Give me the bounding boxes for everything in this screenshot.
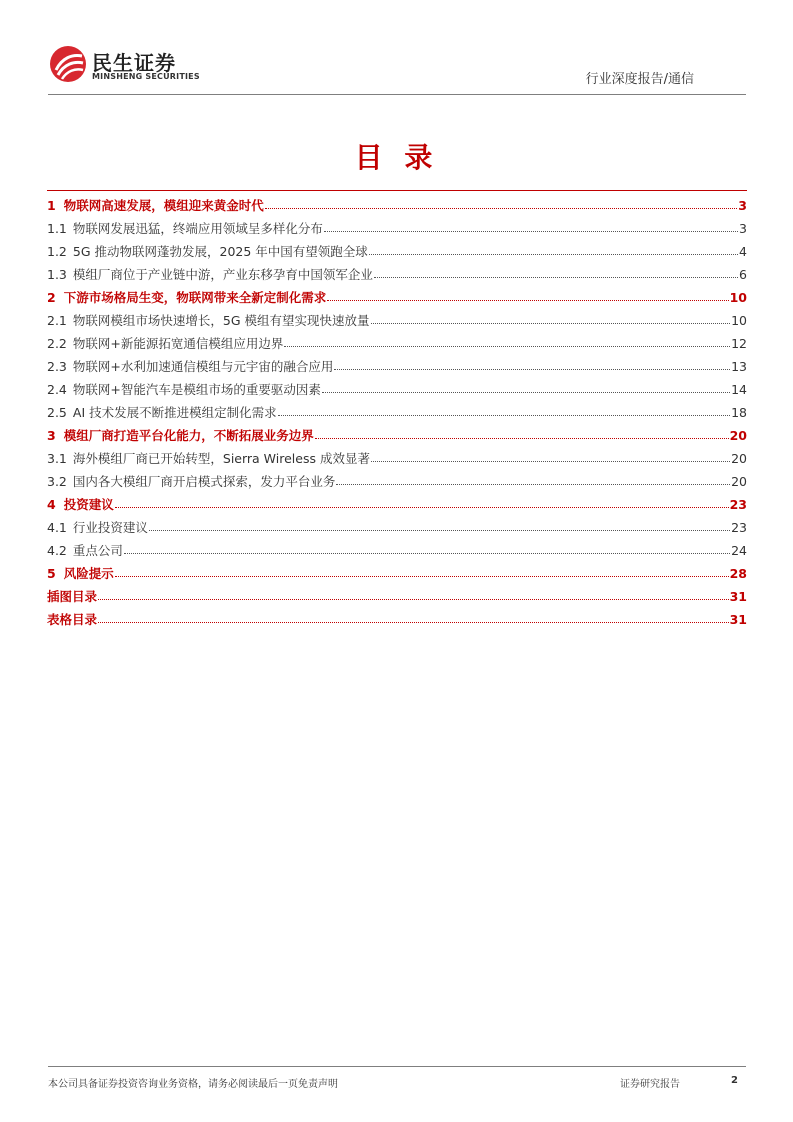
toc-dot-leader bbox=[327, 300, 728, 301]
toc-entry-page: 23 bbox=[729, 496, 747, 512]
company-logo bbox=[48, 44, 198, 88]
toc-chapter-entry[interactable] bbox=[47, 559, 747, 582]
toc-entry-title: 物联网+水利加速通信模组与元宇宙的融合应用 bbox=[72, 358, 334, 374]
toc-entry-title: 海外模组厂商已开始转型，Sierra Wireless 成效显著 bbox=[72, 450, 370, 466]
toc-entry-number: 2.3 bbox=[47, 358, 67, 374]
toc-dot-leader bbox=[374, 277, 738, 278]
toc-entry-title: 国内各大模组厂商开启模式探索，发力平台业务 bbox=[72, 473, 336, 489]
toc-entry-number: 1.3 bbox=[47, 266, 67, 282]
toc-section-entry[interactable] bbox=[47, 214, 747, 237]
toc-dot-leader bbox=[315, 438, 729, 439]
toc-chapter-entry[interactable] bbox=[47, 191, 747, 214]
toc-chapter-entry[interactable] bbox=[47, 283, 747, 306]
toc-entry-title: 插图目录 bbox=[47, 588, 98, 604]
toc-dot-leader bbox=[265, 208, 738, 209]
toc-entry-page: 20 bbox=[729, 427, 747, 443]
toc-entry-number: 3.2 bbox=[47, 473, 67, 489]
toc-entry-page: 28 bbox=[729, 565, 747, 581]
toc-section-entry[interactable] bbox=[47, 467, 747, 490]
toc-section-entry[interactable] bbox=[47, 352, 747, 375]
toc-section-entry[interactable] bbox=[47, 306, 747, 329]
toc-section-entry[interactable] bbox=[47, 237, 747, 260]
toc-entry-title: 表格目录 bbox=[47, 611, 98, 627]
toc-section-entry[interactable] bbox=[47, 260, 747, 283]
toc-entry-title: 下游市场格局生变，物联网带来全新定制化需求 bbox=[63, 289, 327, 305]
toc-entry-page: 10 bbox=[731, 312, 747, 328]
toc-dot-leader bbox=[334, 369, 730, 370]
toc-dot-leader bbox=[284, 346, 730, 347]
toc-dot-leader bbox=[124, 553, 730, 554]
toc-entry-title: 风险提示 bbox=[63, 565, 114, 581]
toc-entry-page: 12 bbox=[731, 335, 747, 351]
page-header bbox=[48, 44, 746, 95]
toc-entry-title: 物联网+新能源拓宽通信模组应用边界 bbox=[72, 335, 284, 351]
toc-entry-page: 10 bbox=[729, 289, 747, 305]
toc-entry-number: 2.5 bbox=[47, 404, 67, 420]
toc-entry-page: 6 bbox=[739, 266, 747, 282]
toc-entry-number: 5 bbox=[47, 565, 56, 581]
toc-entry-title: 模组厂商打造平台化能力，不断拓展业务边界 bbox=[63, 427, 314, 443]
logo-english-name: MINSHENG SECURITIES bbox=[92, 72, 200, 81]
toc-entry-page: 4 bbox=[739, 243, 747, 259]
toc-dot-leader bbox=[115, 576, 729, 577]
toc-entry-number: 2.1 bbox=[47, 312, 67, 328]
toc-dot-leader bbox=[98, 599, 729, 600]
footer-page-number: 2 bbox=[731, 1075, 738, 1086]
toc-entry-number: 3.1 bbox=[47, 450, 67, 466]
toc-entry-title: 5G 推动物联网蓬勃发展，2025 年中国有望领跑全球 bbox=[72, 243, 368, 259]
toc-section-entry[interactable] bbox=[47, 513, 747, 536]
toc-dot-leader bbox=[324, 231, 738, 232]
toc-entry-number: 4.2 bbox=[47, 542, 67, 558]
toc-dot-leader bbox=[322, 392, 730, 393]
toc-dot-leader bbox=[98, 622, 729, 623]
toc-section-entry[interactable] bbox=[47, 375, 747, 398]
toc-entry-page: 13 bbox=[731, 358, 747, 374]
toc-dot-leader bbox=[149, 530, 730, 531]
toc-entry-title: 物联网高速发展，模组迎来黄金时代 bbox=[63, 197, 264, 213]
report-category: 行业深度报告/通信 bbox=[585, 72, 694, 87]
toc-section-entry[interactable] bbox=[47, 444, 747, 467]
toc-entry-number: 2.4 bbox=[47, 381, 67, 397]
toc-entry-number: 1.1 bbox=[47, 220, 67, 236]
toc-entry-title: 行业投资建议 bbox=[72, 519, 148, 535]
toc-entry-number: 1.2 bbox=[47, 243, 67, 259]
toc-chapter-entry[interactable] bbox=[47, 490, 747, 513]
logo-chinese-name: 民生证券 bbox=[92, 51, 176, 75]
toc-chapter-entry[interactable] bbox=[47, 605, 747, 628]
table-of-contents bbox=[47, 190, 747, 628]
footer-disclaimer: 本公司具备证券投资咨询业务资格，请务必阅读最后一页免责声明 bbox=[48, 1079, 338, 1090]
toc-entry-page: 14 bbox=[731, 381, 747, 397]
toc-chapter-entry[interactable] bbox=[47, 421, 747, 444]
toc-entry-number: 1 bbox=[47, 197, 56, 213]
toc-dot-leader bbox=[371, 461, 730, 462]
toc-entry-page: 18 bbox=[731, 404, 747, 420]
toc-entry-page: 20 bbox=[731, 473, 747, 489]
toc-entry-title: 模组厂商位于产业链中游，产业东移孕育中国领军企业 bbox=[72, 266, 373, 282]
toc-entry-page: 20 bbox=[731, 450, 747, 466]
toc-entry-title: 物联网发展迅猛，终端应用领域呈多样化分布 bbox=[72, 220, 323, 236]
toc-title: 目 录 bbox=[354, 141, 439, 174]
toc-entry-number: 3 bbox=[47, 427, 56, 443]
toc-entry-title: 物联网模组市场快速增长，5G 模组有望实现快速放量 bbox=[72, 312, 370, 328]
toc-dot-leader bbox=[371, 323, 731, 324]
toc-entry-title: 物联网+智能汽车是模组市场的重要驱动因素 bbox=[72, 381, 321, 397]
toc-entry-page: 31 bbox=[729, 611, 747, 627]
toc-entry-page: 31 bbox=[729, 588, 747, 604]
toc-entry-number: 2.2 bbox=[47, 335, 67, 351]
toc-dot-leader bbox=[336, 484, 730, 485]
toc-entry-number: 4.1 bbox=[47, 519, 67, 535]
toc-entry-page: 3 bbox=[738, 197, 747, 213]
toc-entry-page: 3 bbox=[739, 220, 747, 236]
toc-chapter-entry[interactable] bbox=[47, 582, 747, 605]
toc-section-entry[interactable] bbox=[47, 536, 747, 559]
toc-entry-title: 重点公司 bbox=[72, 542, 123, 558]
toc-dot-leader bbox=[115, 507, 729, 508]
page-footer bbox=[48, 1066, 746, 1090]
toc-dot-leader bbox=[278, 415, 730, 416]
toc-dot-leader bbox=[369, 254, 738, 255]
toc-entry-page: 24 bbox=[731, 542, 747, 558]
toc-section-entry[interactable] bbox=[47, 398, 747, 421]
toc-entry-number: 4 bbox=[47, 496, 56, 512]
toc-entry-page: 23 bbox=[731, 519, 747, 535]
toc-entry-title: 投资建议 bbox=[63, 496, 114, 512]
minsheng-logo-icon bbox=[48, 44, 88, 84]
toc-entry-number: 2 bbox=[47, 289, 56, 305]
footer-doc-type: 证券研究报告 bbox=[620, 1079, 680, 1090]
toc-entry-title: AI 技术发展不断推进模组定制化需求 bbox=[72, 404, 277, 420]
toc-section-entry[interactable] bbox=[47, 329, 747, 352]
